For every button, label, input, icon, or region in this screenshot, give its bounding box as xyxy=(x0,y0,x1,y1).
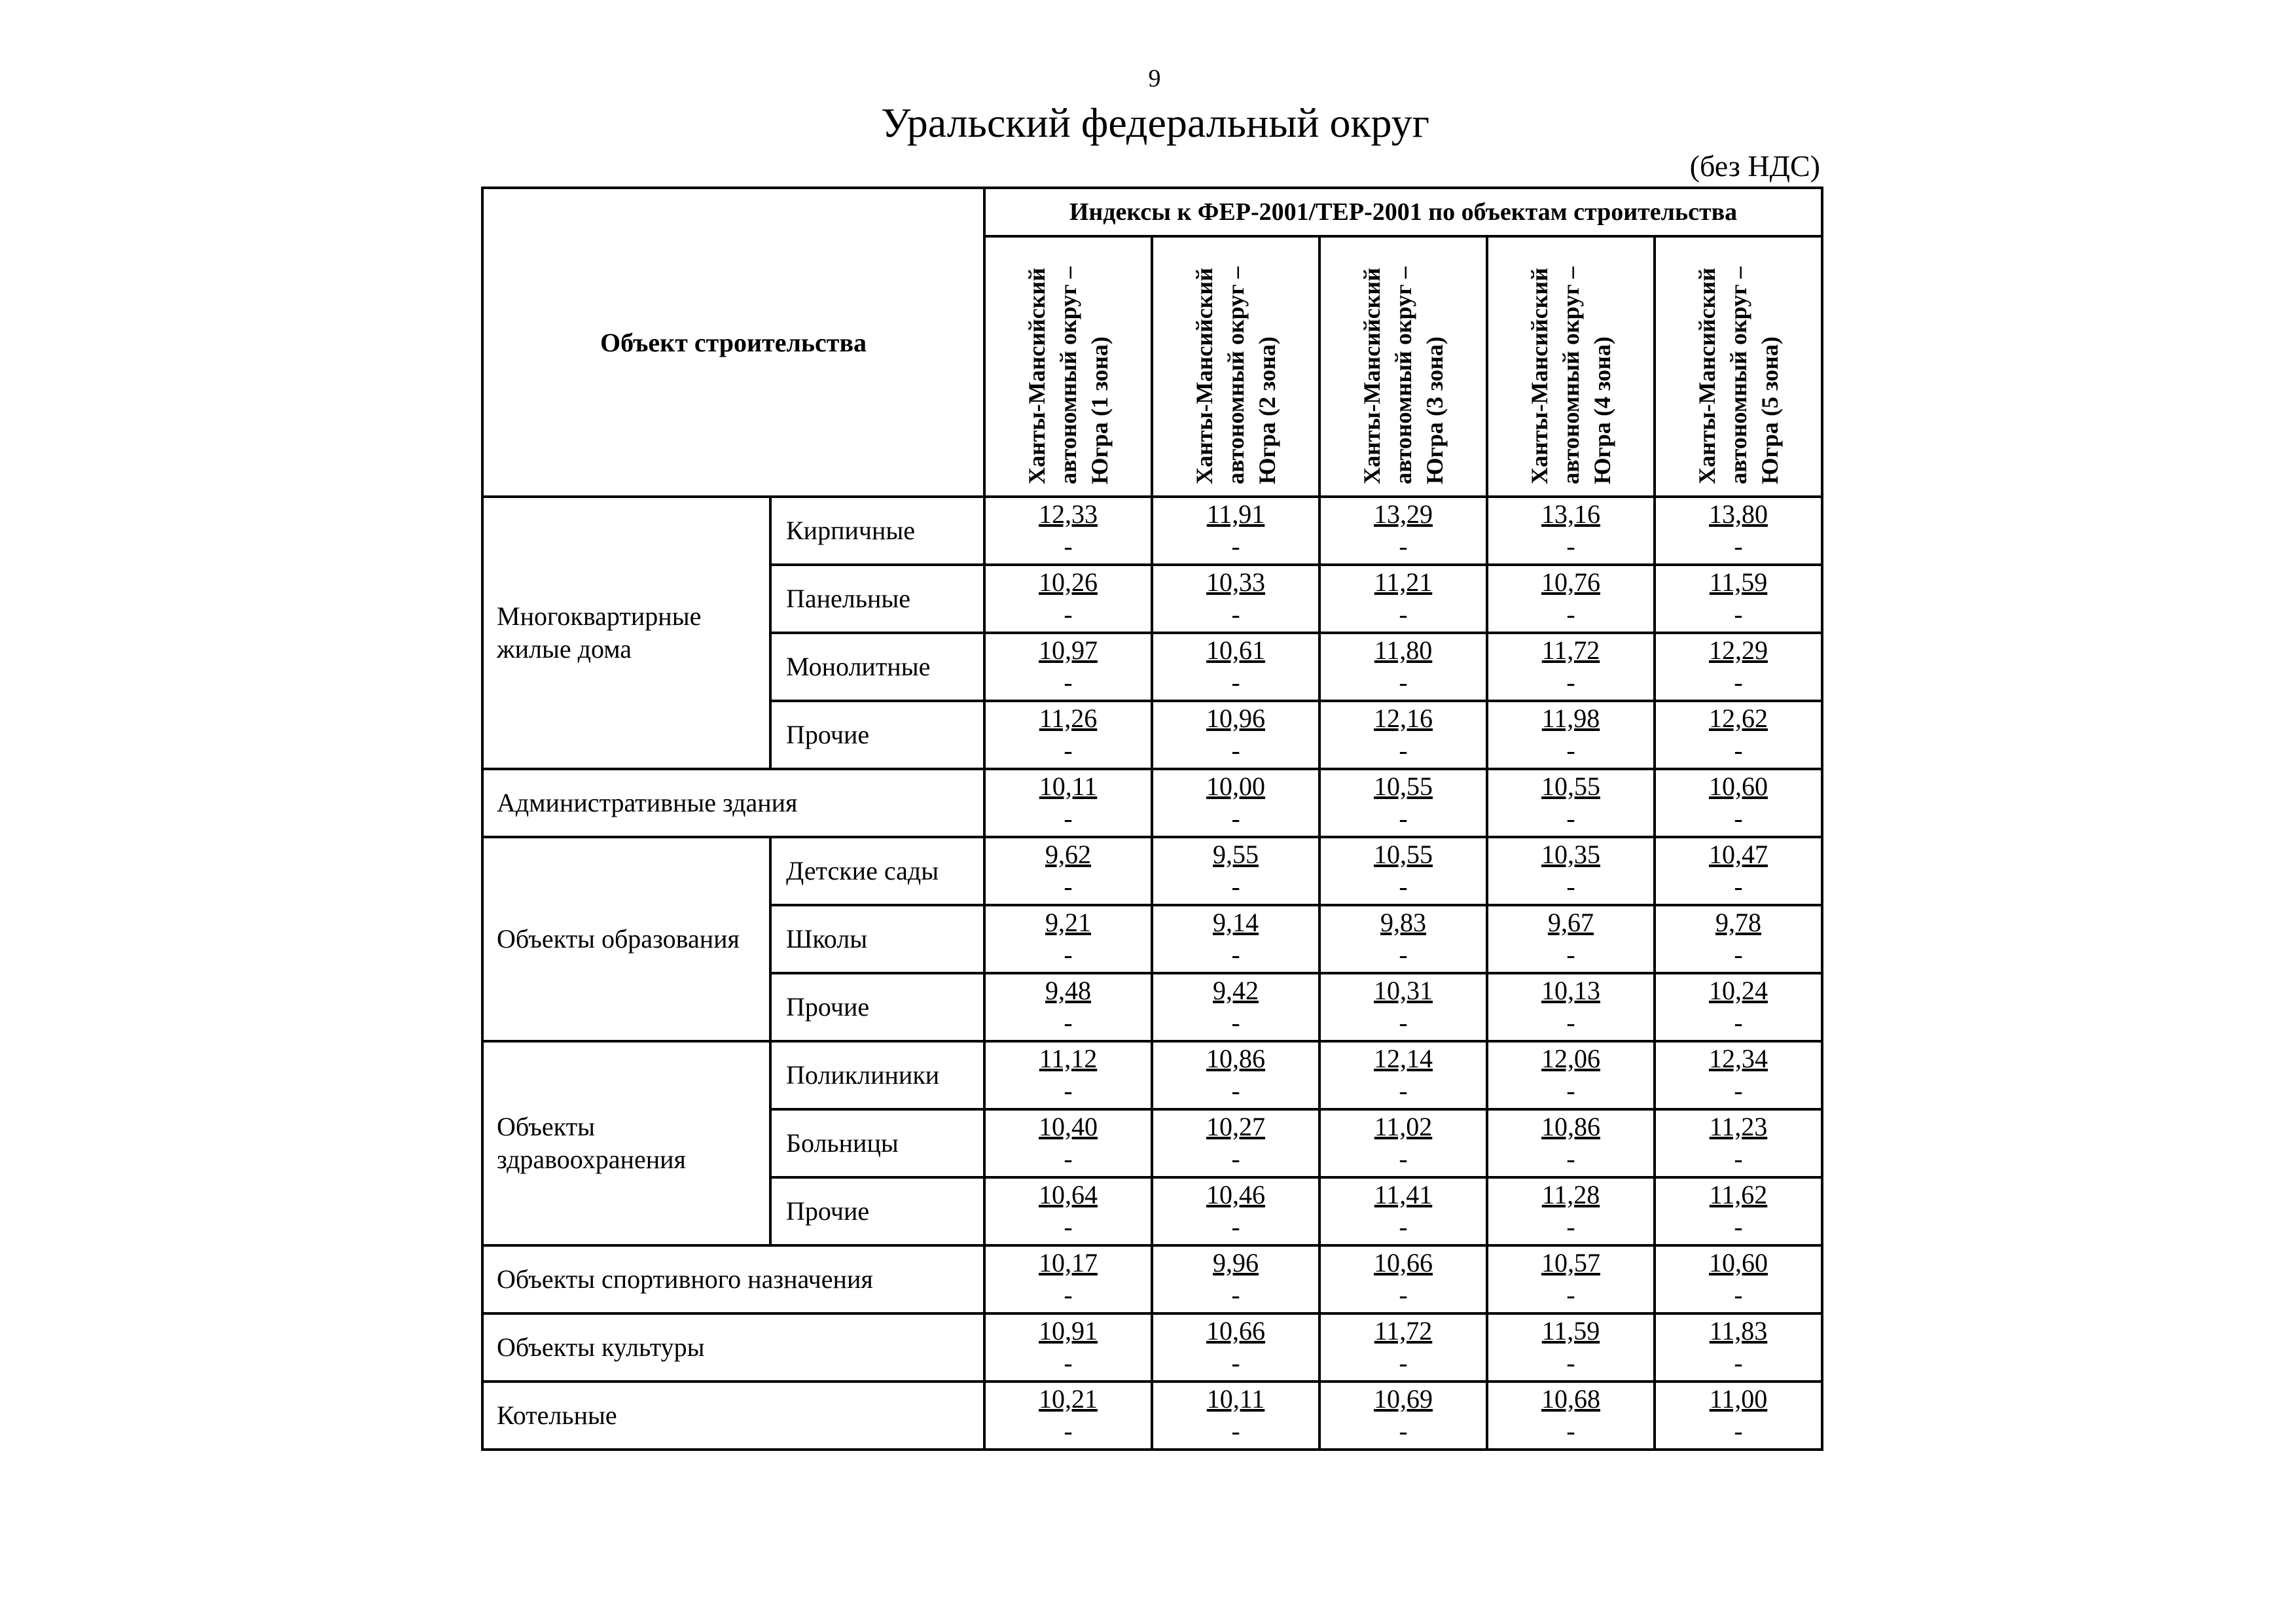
table-row xyxy=(482,769,1822,837)
object-group-label: Объекты здравоохранения xyxy=(482,1041,770,1245)
index-value-cell xyxy=(984,973,1152,1041)
zone-header-label: Ханты-Мансийский автономный округ – Югра (1 зона) xyxy=(1024,266,1113,484)
index-value-cell xyxy=(1319,1313,1487,1382)
index-value: 10,31 xyxy=(1374,976,1433,1005)
object-label: Административные здания xyxy=(482,769,984,837)
index-value: 9,42 xyxy=(1213,976,1259,1005)
index-value-cell xyxy=(984,1109,1152,1177)
index-value: 10,66 xyxy=(1374,1248,1433,1277)
index-value-cell xyxy=(1319,905,1487,973)
index-value-cell xyxy=(1655,633,1822,701)
index-value: 12,29 xyxy=(1709,635,1768,665)
index-value-lower: - xyxy=(1734,1144,1743,1173)
index-value-lower: - xyxy=(1231,1416,1240,1446)
index-value: 13,29 xyxy=(1374,499,1433,529)
index-value-cell xyxy=(1487,497,1655,565)
index-value-lower: - xyxy=(1734,1280,1743,1310)
index-value-cell xyxy=(1655,1177,1822,1245)
index-value: 10,55 xyxy=(1541,772,1601,801)
index-value: 10,76 xyxy=(1541,567,1601,597)
index-value-lower: - xyxy=(1734,1008,1743,1037)
index-value-lower: - xyxy=(1399,1416,1408,1446)
index-value: 10,35 xyxy=(1541,840,1601,869)
index-value-cell xyxy=(1487,837,1655,905)
index-value-cell xyxy=(1319,1041,1487,1109)
index-value-cell xyxy=(1152,973,1319,1041)
index-value: 10,86 xyxy=(1206,1044,1266,1073)
index-value-lower: - xyxy=(1064,1144,1073,1173)
index-value-lower: - xyxy=(1734,1212,1743,1241)
index-value: 9,83 xyxy=(1380,908,1427,937)
zone-header-5 xyxy=(1655,236,1822,497)
table-row xyxy=(482,497,1822,565)
index-value-lower: - xyxy=(1734,804,1743,833)
index-value: 10,55 xyxy=(1374,772,1433,801)
index-value-cell xyxy=(1319,701,1487,769)
index-value: 11,28 xyxy=(1541,1180,1600,1209)
index-value-lower: - xyxy=(1064,1416,1073,1446)
index-value-cell xyxy=(1487,973,1655,1041)
index-value-lower: - xyxy=(1231,1348,1240,1378)
index-value-lower: - xyxy=(1399,1076,1408,1105)
index-value-cell xyxy=(1319,1382,1487,1450)
index-value-cell xyxy=(1152,1177,1319,1245)
index-value-cell xyxy=(1487,1041,1655,1109)
table-row xyxy=(482,1382,1822,1450)
index-value: 10,68 xyxy=(1541,1384,1601,1414)
index-value-lower: - xyxy=(1231,1144,1240,1173)
index-value-cell xyxy=(1655,1245,1822,1313)
index-value: 13,80 xyxy=(1709,499,1768,529)
index-value: 10,11 xyxy=(1039,772,1098,801)
index-value-lower: - xyxy=(1734,872,1743,901)
index-value-lower: - xyxy=(1566,1280,1575,1310)
table-body xyxy=(482,497,1822,1450)
object-label: Объекты спортивного назначения xyxy=(482,1245,984,1313)
index-value: 10,26 xyxy=(1039,567,1098,597)
index-group-header: Индексы к ФЕР-2001/ТЕР-2001 по объектам строительства xyxy=(984,188,1822,236)
index-value-cell xyxy=(984,1313,1152,1382)
index-value-cell xyxy=(1319,973,1487,1041)
index-value-cell xyxy=(984,1245,1152,1313)
index-value: 11,41 xyxy=(1374,1180,1433,1209)
index-value: 10,17 xyxy=(1039,1248,1098,1277)
index-value-lower: - xyxy=(1566,1416,1575,1446)
index-value-cell xyxy=(1319,1177,1487,1245)
index-value: 10,47 xyxy=(1709,840,1768,869)
index-value-lower: - xyxy=(1064,1280,1073,1310)
index-value: 10,86 xyxy=(1541,1112,1601,1141)
object-subtype-label: Монолитные xyxy=(770,633,984,701)
object-subtype-label: Панельные xyxy=(770,565,984,633)
index-value: 10,97 xyxy=(1039,635,1098,665)
index-value: 9,48 xyxy=(1045,976,1092,1005)
index-value: 10,27 xyxy=(1206,1112,1266,1141)
table-row xyxy=(482,1245,1822,1313)
index-value: 10,00 xyxy=(1206,772,1266,801)
index-value-lower: - xyxy=(1566,599,1575,629)
index-value-cell xyxy=(1487,1245,1655,1313)
index-value-lower: - xyxy=(1231,668,1240,697)
index-value: 10,13 xyxy=(1541,976,1601,1005)
index-value-cell xyxy=(984,633,1152,701)
index-value: 9,21 xyxy=(1045,908,1092,937)
index-value-lower: - xyxy=(1231,736,1240,765)
index-value: 10,57 xyxy=(1541,1248,1601,1277)
index-value-cell xyxy=(984,769,1152,837)
index-value-cell xyxy=(1655,1313,1822,1382)
index-value-cell xyxy=(1319,1109,1487,1177)
object-subtype-label: Школы xyxy=(770,905,984,973)
index-value: 11,21 xyxy=(1374,567,1433,597)
index-value-cell xyxy=(1487,1109,1655,1177)
index-value-cell xyxy=(1152,565,1319,633)
index-value-lower: - xyxy=(1399,1280,1408,1310)
zone-header-4 xyxy=(1487,236,1655,497)
index-value: 10,46 xyxy=(1206,1180,1266,1209)
index-value-lower: - xyxy=(1231,940,1240,969)
index-value-cell xyxy=(1319,565,1487,633)
index-value-cell xyxy=(984,905,1152,973)
index-value-lower: - xyxy=(1399,531,1408,561)
zone-header-label: Ханты-Мансийский автономный округ – Югра (2 зона) xyxy=(1191,266,1281,484)
index-value-lower: - xyxy=(1399,872,1408,901)
index-value: 9,67 xyxy=(1548,908,1594,937)
index-value-cell xyxy=(1487,1177,1655,1245)
index-value-cell xyxy=(1655,973,1822,1041)
index-value-cell xyxy=(1487,1313,1655,1382)
object-label: Котельные xyxy=(482,1382,984,1450)
index-value-lower: - xyxy=(1399,1212,1408,1241)
index-value: 9,14 xyxy=(1213,908,1259,937)
index-value-cell xyxy=(1152,497,1319,565)
index-value: 11,12 xyxy=(1039,1044,1098,1073)
index-value-cell xyxy=(1655,1041,1822,1109)
index-value: 12,62 xyxy=(1709,704,1768,733)
index-value-lower: - xyxy=(1566,804,1575,833)
index-value: 9,62 xyxy=(1045,840,1092,869)
index-value: 10,24 xyxy=(1709,976,1768,1005)
index-value-lower: - xyxy=(1734,1416,1743,1446)
index-value-cell xyxy=(1655,701,1822,769)
object-group-label: Объекты образования xyxy=(482,837,770,1041)
index-value-cell xyxy=(1655,837,1822,905)
zone-header-label: Ханты-Мансийский автономный округ – Югра (5 зона) xyxy=(1694,266,1784,484)
page-number: 9 xyxy=(1148,65,1161,92)
index-value: 11,80 xyxy=(1374,635,1433,665)
index-value-cell xyxy=(984,1041,1152,1109)
object-subtype-label: Больницы xyxy=(770,1109,984,1177)
index-value-lower: - xyxy=(1064,940,1073,969)
index-value-lower: - xyxy=(1231,872,1240,901)
index-value-lower: - xyxy=(1064,599,1073,629)
index-value-lower: - xyxy=(1231,1076,1240,1105)
zone-header-2 xyxy=(1152,236,1319,497)
index-value: 10,55 xyxy=(1374,840,1433,869)
index-value-lower: - xyxy=(1231,1008,1240,1037)
index-value-cell xyxy=(984,701,1152,769)
index-value: 11,72 xyxy=(1541,635,1600,665)
index-value: 13,16 xyxy=(1541,499,1601,529)
index-value-cell xyxy=(1487,565,1655,633)
index-value-cell xyxy=(1152,701,1319,769)
index-value: 9,55 xyxy=(1213,840,1259,869)
index-value: 11,26 xyxy=(1039,704,1098,733)
index-value-lower: - xyxy=(1566,1348,1575,1378)
units-note: (без НДС) xyxy=(1689,149,1820,183)
index-value-lower: - xyxy=(1399,668,1408,697)
index-value-lower: - xyxy=(1566,531,1575,561)
index-value: 11,02 xyxy=(1374,1112,1433,1141)
index-value-lower: - xyxy=(1734,736,1743,765)
index-value: 11,91 xyxy=(1206,499,1265,529)
index-value-lower: - xyxy=(1399,736,1408,765)
index-value: 10,60 xyxy=(1709,1248,1768,1277)
index-value: 10,69 xyxy=(1374,1384,1433,1414)
index-table xyxy=(481,187,1823,1451)
index-value-lower: - xyxy=(1231,1212,1240,1241)
index-value-cell xyxy=(1487,701,1655,769)
object-column-header: Объект строительства xyxy=(482,188,984,497)
index-value: 10,61 xyxy=(1206,635,1266,665)
index-value-cell xyxy=(984,1382,1152,1450)
index-value-lower: - xyxy=(1064,1008,1073,1037)
index-value-lower: - xyxy=(1231,531,1240,561)
zone-header-1 xyxy=(984,236,1152,497)
index-value-cell xyxy=(1655,565,1822,633)
object-subtype-label: Прочие xyxy=(770,701,984,769)
zone-header-3 xyxy=(1319,236,1487,497)
index-value: 11,00 xyxy=(1709,1384,1768,1414)
index-value-cell xyxy=(1152,1245,1319,1313)
index-value: 11,59 xyxy=(1541,1316,1600,1346)
index-value-lower: - xyxy=(1064,1076,1073,1105)
index-value-lower: - xyxy=(1734,1076,1743,1105)
index-value: 10,66 xyxy=(1206,1316,1266,1346)
index-value: 12,34 xyxy=(1709,1044,1768,1073)
index-value-cell xyxy=(1487,769,1655,837)
index-value-lower: - xyxy=(1566,1008,1575,1037)
index-value-lower: - xyxy=(1399,804,1408,833)
object-subtype-label: Прочие xyxy=(770,973,984,1041)
index-value: 12,06 xyxy=(1541,1044,1601,1073)
index-value-cell xyxy=(984,1177,1152,1245)
index-value-lower: - xyxy=(1566,1144,1575,1173)
index-value: 10,64 xyxy=(1039,1180,1098,1209)
index-value-lower: - xyxy=(1064,1212,1073,1241)
index-value-lower: - xyxy=(1399,940,1408,969)
index-value: 11,72 xyxy=(1374,1316,1433,1346)
zone-header-label: Ханты-Мансийский автономный округ – Югра (3 зона) xyxy=(1359,266,1448,484)
index-value-cell xyxy=(1319,497,1487,565)
index-value-cell xyxy=(1319,837,1487,905)
index-value-cell xyxy=(1152,1109,1319,1177)
table-row xyxy=(482,837,1822,905)
index-value-lower: - xyxy=(1399,599,1408,629)
index-value-lower: - xyxy=(1399,1348,1408,1378)
index-value-lower: - xyxy=(1064,872,1073,901)
index-value: 11,23 xyxy=(1709,1112,1768,1141)
index-value-lower: - xyxy=(1734,940,1743,969)
index-value: 12,33 xyxy=(1039,499,1098,529)
object-subtype-label: Прочие xyxy=(770,1177,984,1245)
index-value-cell xyxy=(1152,837,1319,905)
index-value-lower: - xyxy=(1064,668,1073,697)
index-value: 11,59 xyxy=(1709,567,1768,597)
index-value-cell xyxy=(1655,769,1822,837)
index-value-cell xyxy=(1487,1382,1655,1450)
index-value-lower: - xyxy=(1566,872,1575,901)
zone-header-label: Ханты-Мансийский автономный округ – Югра (4 зона) xyxy=(1526,266,1616,484)
index-value-lower: - xyxy=(1399,1144,1408,1173)
index-value-cell xyxy=(1655,1382,1822,1450)
index-value-lower: - xyxy=(1231,804,1240,833)
index-value: 11,62 xyxy=(1709,1180,1768,1209)
index-value-lower: - xyxy=(1566,940,1575,969)
index-value-lower: - xyxy=(1231,599,1240,629)
index-value: 11,98 xyxy=(1541,704,1600,733)
object-group-label: Многоквартирные жилые дома xyxy=(482,497,770,769)
index-value-cell xyxy=(1152,769,1319,837)
index-value-cell xyxy=(1152,633,1319,701)
index-value: 10,96 xyxy=(1206,704,1266,733)
index-value-cell xyxy=(1487,633,1655,701)
index-value-cell xyxy=(1152,1041,1319,1109)
table-row xyxy=(482,1041,1822,1109)
index-value-cell xyxy=(1319,1245,1487,1313)
index-value-cell xyxy=(1152,905,1319,973)
index-value-cell xyxy=(1655,905,1822,973)
index-value: 10,40 xyxy=(1039,1112,1098,1141)
index-value: 11,83 xyxy=(1709,1316,1768,1346)
index-value-cell xyxy=(1655,497,1822,565)
index-value: 9,78 xyxy=(1715,908,1762,937)
index-value-lower: - xyxy=(1064,531,1073,561)
index-value-lower: - xyxy=(1734,1348,1743,1378)
index-value-lower: - xyxy=(1566,668,1575,697)
object-subtype-label: Детские сады xyxy=(770,837,984,905)
index-value: 10,11 xyxy=(1206,1384,1265,1414)
index-value-cell xyxy=(1487,905,1655,973)
index-value-lower: - xyxy=(1566,1076,1575,1105)
index-value: 10,21 xyxy=(1039,1384,1098,1414)
table-row xyxy=(482,1313,1822,1382)
index-value-cell xyxy=(1655,1109,1822,1177)
index-value-lower: - xyxy=(1064,1348,1073,1378)
index-value: 10,33 xyxy=(1206,567,1266,597)
index-value-cell xyxy=(1319,769,1487,837)
index-value-cell xyxy=(984,565,1152,633)
index-value-lower: - xyxy=(1566,1212,1575,1241)
index-value: 9,96 xyxy=(1213,1248,1259,1277)
page-title: Уральский федеральный округ xyxy=(881,99,1429,146)
object-subtype-label: Кирпичные xyxy=(770,497,984,565)
index-value-lower: - xyxy=(1734,599,1743,629)
index-value: 12,14 xyxy=(1374,1044,1433,1073)
index-value-lower: - xyxy=(1231,1280,1240,1310)
index-value-lower: - xyxy=(1566,736,1575,765)
index-value-lower: - xyxy=(1399,1008,1408,1037)
index-value-cell xyxy=(1152,1313,1319,1382)
index-value-lower: - xyxy=(1734,531,1743,561)
index-value-lower: - xyxy=(1734,668,1743,697)
object-label: Объекты культуры xyxy=(482,1313,984,1382)
index-value-lower: - xyxy=(1064,736,1073,765)
index-value-cell xyxy=(1152,1382,1319,1450)
index-value-lower: - xyxy=(1064,804,1073,833)
index-value-cell xyxy=(984,837,1152,905)
index-value-cell xyxy=(984,497,1152,565)
index-value: 10,91 xyxy=(1039,1316,1098,1346)
index-value: 12,16 xyxy=(1374,704,1433,733)
object-subtype-label: Поликлиники xyxy=(770,1041,984,1109)
index-value-cell xyxy=(1319,633,1487,701)
index-value: 10,60 xyxy=(1709,772,1768,801)
